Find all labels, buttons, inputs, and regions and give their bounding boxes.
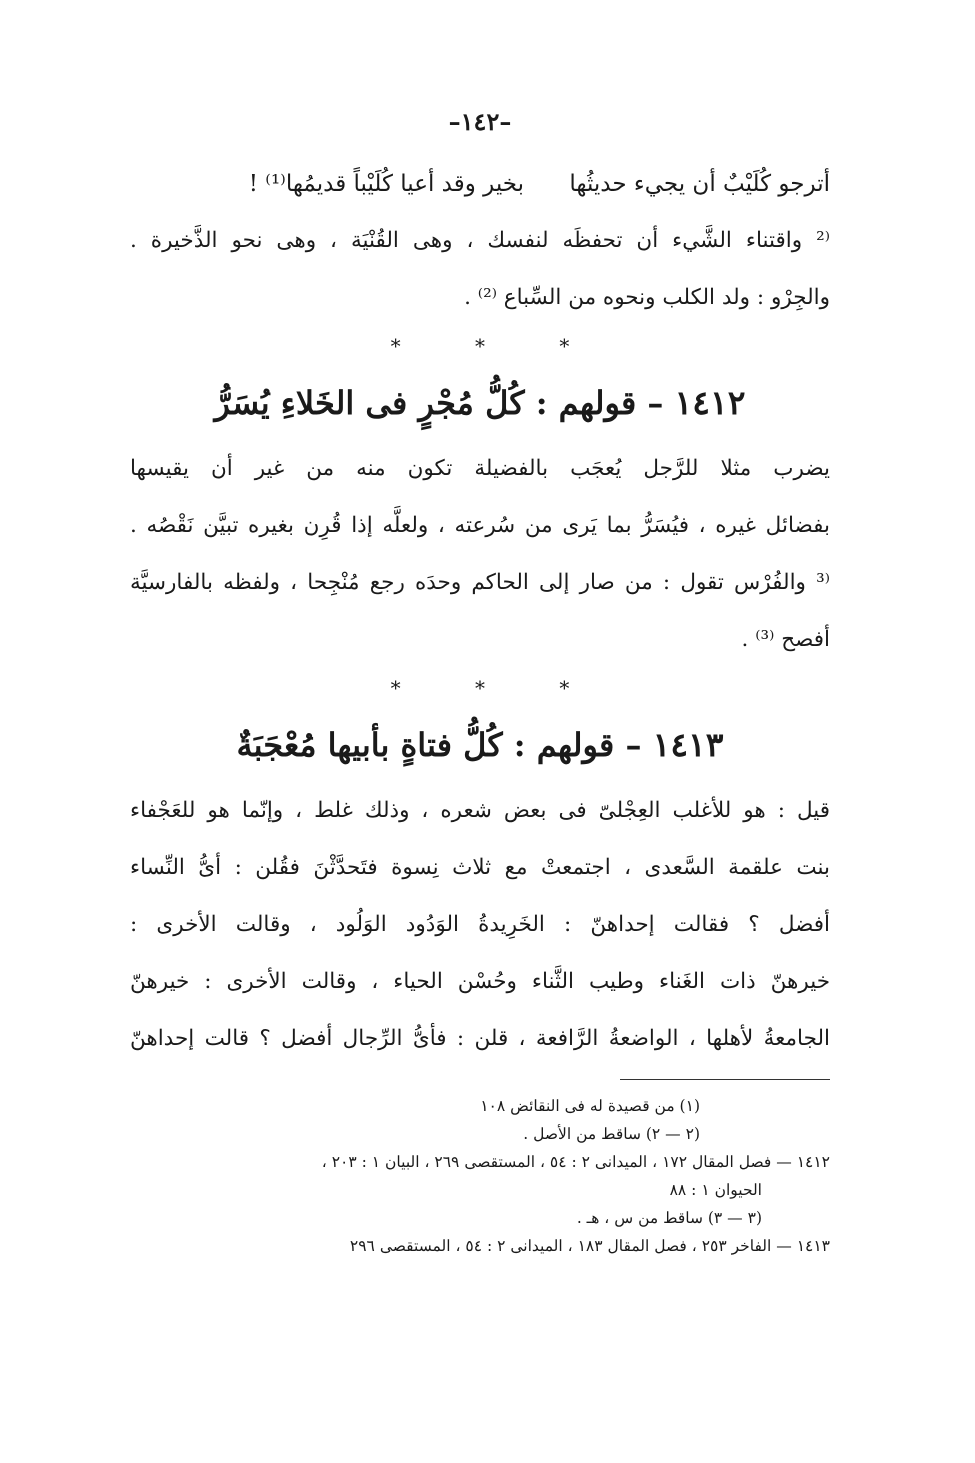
footnote-divider	[620, 1079, 830, 1080]
entry-1413-line: خيرهنّ ذات الغَناء وطيب الثَّناء وحُسْن الحياء ، وقالت الأخرى : خيرهنّ	[130, 969, 830, 994]
entry-1412-line: بفضائل غيره ، فيُسَرُّ بما يَرى من سُرعته ، ولعلَّه إذا قُرِن بغيره تبيَّن نَقْصُه .	[130, 513, 830, 538]
page-number: –١٤٢–	[448, 107, 512, 136]
entry-1413-line: أفضل ؟ فقالت إحداهنّ : الخَرِيدةُ الوَدُود الوَلُود ، وقالت الأخرى :	[130, 912, 830, 937]
entry-title: – قولهم : كُلُّ مُجْرٍ فى الخَلاءِ يُسَرُّ	[214, 384, 664, 422]
footnote-continuation: الحيوان ١ : ٨٨	[669, 1181, 762, 1199]
entry-1413-line: الجامعةُ لأهلها ، الواضعةُ الرَّافعة ، قلن : فأىُّ الرِّجال أفضل ؟ قالت إحداهنّ	[130, 1026, 830, 1051]
book-page	[130, 100, 830, 1260]
entry-heading-1412	[130, 366, 830, 440]
entry-1412-line: يضرب مثلا للرَّجل يُعجَب بالفضيلة تكون منه من غير أن يقيسها	[130, 456, 830, 481]
footnote: (٣ — ٣) ساقط من س ، هـ .	[576, 1209, 762, 1227]
entry-1412-line: أفصح ⁽³⁾ .	[741, 627, 830, 652]
footnote: (٢ — ٢) ساقط من الأصل .	[523, 1125, 700, 1143]
entry-number: ١٤١٢	[674, 383, 746, 422]
entry-title: – قولهم : كُلُّ فتاةٍ بأبيها مُعْجَبَةٌ	[236, 726, 642, 764]
footnote-source-1412: ١٤١٢ — فصل المقال ١٧٢ ، الميدانى ٢ : ٥٤ ، المستقصى ٢٦٩ ، البيان ١ : ٢٠٣ ،	[321, 1153, 830, 1171]
poem-verse	[130, 156, 830, 212]
entry-heading-1413	[130, 708, 830, 782]
section-separator: * * *	[390, 676, 604, 700]
verse-hemistich-second: بخير وقد أعيا كُلَيْباً قديمُها⁽¹⁾ !	[248, 171, 525, 197]
verse-hemistich-first: أترجو كُلَيْبٌ أن يجيء حديثُها	[569, 171, 830, 197]
section-separator: * * *	[390, 334, 604, 358]
entry-number: ١٤١٣	[652, 725, 724, 764]
footnote-source-1413: ١٤١٣ — الفاخر ٢٥٣ ، فصل المقال ١٨٣ ، الميدانى ٢ : ٥٤ ، المستقصى ٢٩٦	[349, 1237, 830, 1255]
intro-line: والجِرْو : ولد الكلب ونحوه من السِّباع ⁽²⁾ .	[464, 285, 830, 310]
entry-1413-line: قيل : هو للأغلب العِجْلىّ فى بعض شعره ، وذلك غلط ، وإنّما هو للعَجْفاء	[130, 798, 830, 823]
entry-1413-line: بنت علقمة السَّعدى ، اجتمعتْ مع ثلاث نِسوة فتَحدَّثْنَ فقُلن : أىُّ النِّساء	[130, 855, 830, 880]
entry-1412-line: ⁽³ والفُرْس تقول : من صار إلى الحاكم وحدَه رجع مُنْجِحا ، ولفظه بالفارسيَّة	[130, 570, 830, 595]
intro-line: ⁽² واقتناء الشَّيء أن تحفظَه لنفسك ، وهى القُنْيَة ، وهى نحو الذَّخيرة .	[130, 228, 830, 253]
footnotes	[130, 1092, 830, 1260]
footnote: (١) من قصيدة له فى النقائض ١٠٨	[480, 1097, 700, 1115]
